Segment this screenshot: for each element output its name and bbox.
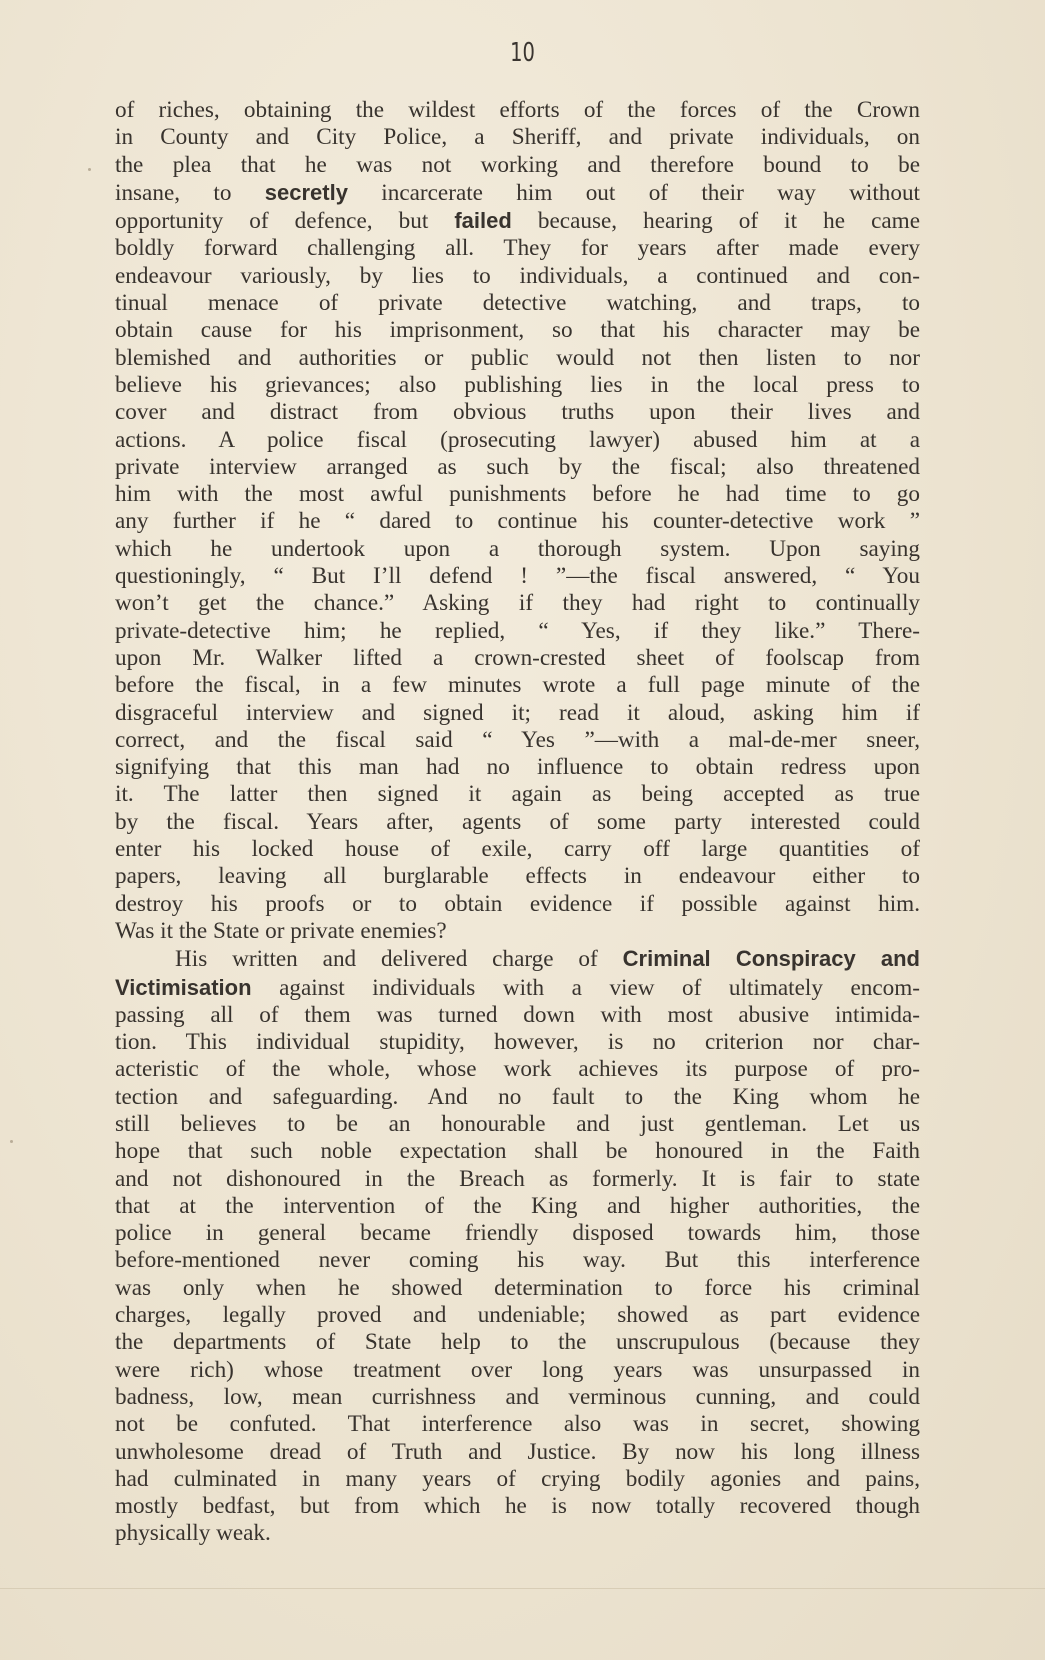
text-run: was only when he showed determination to force his criminal (115, 1274, 920, 1301)
text-run: cover and distract from obvious truths upon their lives and (115, 399, 920, 426)
text-line (115, 508, 920, 535)
text-line (115, 1439, 920, 1466)
text-line (115, 836, 920, 863)
text-run: of riches, obtaining the wildest efforts of the forces of the Crown (115, 97, 920, 123)
text-run: any further if he “ dared to continue his counter-detective work ” (115, 508, 920, 535)
text-line (115, 207, 920, 235)
paper-speck (10, 1140, 13, 1143)
text-run: acteristic of the whole, whose work achieves its purpose of pro- (115, 1056, 920, 1083)
text-line (115, 152, 920, 179)
text-line (115, 1357, 920, 1384)
text-line (115, 290, 920, 317)
text-line (115, 1466, 920, 1493)
text-line (115, 1520, 920, 1547)
text-line (115, 1275, 920, 1302)
text-run: were rich) whose treatment over long years was unsurpassed in (115, 1356, 920, 1383)
text-run: His written and delivered charge of (175, 946, 623, 973)
text-run: badness, low, mean currishness and verminous cunning, and could (115, 1383, 920, 1410)
text-line (115, 809, 920, 836)
body-text (115, 97, 920, 1548)
text-run: still believes to be an honourable and just gentleman. Let us (115, 1110, 920, 1137)
text-run: tection and safeguarding. And no fault to the King whom he (115, 1083, 920, 1110)
text-line (115, 97, 920, 124)
page-number: 10 (510, 38, 535, 68)
text-line (115, 454, 920, 481)
text-run: the plea that he was not working and therefore bound to be (115, 151, 920, 178)
text-run: signifying that this man had no influence to obtain redress upon (115, 754, 920, 781)
text-line (115, 1002, 920, 1029)
text-line (115, 974, 920, 1002)
text-line (115, 700, 920, 727)
text-line (115, 1329, 920, 1356)
text-run: not be confuted. That interference also was in secret, showing (115, 1411, 920, 1438)
text-line (115, 481, 920, 508)
paper-speck (88, 168, 91, 171)
text-line (115, 1193, 920, 1220)
text-line (115, 1029, 920, 1056)
text-line (115, 1056, 920, 1083)
text-run: had culminated in many years of crying bodily agonies and pains, (115, 1465, 920, 1492)
bold-text: secretly (264, 179, 348, 205)
text-run: against individuals with a view of ultimately encom- (251, 974, 920, 1001)
text-line (115, 317, 920, 344)
text-run: obtain cause for his imprisonment, so that his character may be (115, 317, 920, 344)
text-line (115, 1084, 920, 1111)
text-run: incarcerate him out of their way without (347, 179, 920, 206)
text-run: boldly forward challenging all. They for years after made every (115, 235, 920, 262)
text-line (115, 235, 920, 262)
text-run: passing all of them was turned down with most abusive intimida- (115, 1001, 920, 1028)
text-line (115, 645, 920, 672)
text-run: actions. A police fiscal (prosecuting lawyer) abused him at a (115, 426, 920, 453)
text-line (115, 727, 920, 754)
paragraph (115, 97, 920, 945)
text-line (115, 1166, 920, 1193)
text-line (115, 263, 920, 290)
text-line (115, 124, 920, 151)
text-run: unwholesome dread of Truth and Justice. By now his long illness (115, 1438, 920, 1465)
text-line (115, 1111, 920, 1138)
text-line (115, 179, 920, 207)
text-run: which he undertook upon a thorough system. Upon saying (115, 535, 920, 562)
text-run: the departments of State help to the unscrupulous (because they (115, 1329, 920, 1356)
text-line (115, 1220, 920, 1247)
text-run: it. The latter then signed it again as being accepted as true (115, 781, 920, 808)
text-run: because, hearing of it he came (511, 208, 920, 235)
text-line (115, 891, 920, 918)
text-run: tion. This individual stupidity, however, is no criterion nor char- (115, 1029, 920, 1056)
text-run: him with the most awful punishments before he had time to go (115, 481, 920, 508)
text-line (115, 945, 920, 973)
text-run: upon Mr. Walker lifted a crown-crested sheet of foolscap from (115, 644, 920, 671)
text-run: destroy his proofs or to obtain evidence if possible against him. (115, 890, 920, 917)
text-run: tinual menace of private detective watching, and traps, to (115, 290, 920, 317)
text-run: charges, legally proved and undeniable; showed as part evidence (115, 1302, 920, 1329)
text-run: that at the intervention of the King and higher authorities, the (115, 1192, 920, 1219)
text-run: private-detective him; he replied, “ Yes, if they like.” There- (115, 617, 920, 644)
text-line (115, 863, 920, 890)
text-run: disgraceful interview and signed it; read it aloud, asking him if (115, 699, 920, 726)
text-run: before-mentioned never coming his way. But this interference (115, 1247, 920, 1274)
text-line (115, 781, 920, 808)
text-run: Was it the State or private enemies? (115, 917, 447, 944)
text-line (115, 918, 920, 945)
text-run: in County and City Police, a Sheriff, and private individuals, on (115, 124, 920, 151)
text-line (115, 372, 920, 399)
text-line (115, 1138, 920, 1165)
text-line (115, 427, 920, 454)
page-bottom-rule (0, 1588, 1045, 1589)
text-run: papers, leaving all burglarable effects in endeavour either to (115, 863, 920, 890)
text-line (115, 536, 920, 563)
paragraph (115, 945, 920, 1548)
text-run: private interview arranged as such by the fiscal; also threatened (115, 453, 920, 480)
text-run: enter his locked house of exile, carry off large quantities of (115, 836, 920, 863)
text-run: questioningly, “ But I’ll defend ! ”—the fiscal answered, “ You (115, 563, 920, 590)
text-run: physically weak. (115, 1520, 271, 1547)
text-line (115, 590, 920, 617)
bold-text: failed (454, 208, 512, 234)
text-line (115, 345, 920, 372)
text-run: insane, to (115, 179, 265, 206)
text-run: believe his grievances; also publishing lies in the local press to (115, 371, 920, 398)
bold-text: Victimisation (115, 974, 252, 1000)
text-run: hope that such noble expectation shall be honoured in the Faith (115, 1138, 920, 1165)
text-line (115, 618, 920, 645)
text-run: endeavour variously, by lies to individuals, a continued and con- (115, 262, 920, 289)
text-line (115, 1384, 920, 1411)
text-run: correct, and the fiscal said “ Yes ”—with a mal-de-mer sneer, (115, 726, 920, 753)
text-line (115, 1247, 920, 1274)
text-run: by the fiscal. Years after, agents of some party interested could (115, 808, 920, 835)
text-line (115, 754, 920, 781)
text-run: police in general became friendly disposed towards him, those (115, 1220, 920, 1247)
text-run: won’t get the chance.” Asking if they had right to continually (115, 590, 920, 617)
text-line (115, 1493, 920, 1520)
bold-text: Criminal Conspiracy and (622, 946, 920, 972)
text-line (115, 399, 920, 426)
text-line (115, 1302, 920, 1329)
text-run: blemished and authorities or public would not then listen to nor (115, 344, 920, 371)
text-line (115, 1411, 920, 1438)
text-line (115, 563, 920, 590)
text-run: mostly bedfast, but from which he is now totally recovered though (115, 1493, 920, 1520)
text-run: and not dishonoured in the Breach as formerly. It is fair to state (115, 1165, 920, 1192)
text-run: before the fiscal, in a few minutes wrote a full page minute of the (115, 672, 920, 699)
text-line (115, 672, 920, 699)
text-run: opportunity of defence, but (115, 208, 455, 235)
